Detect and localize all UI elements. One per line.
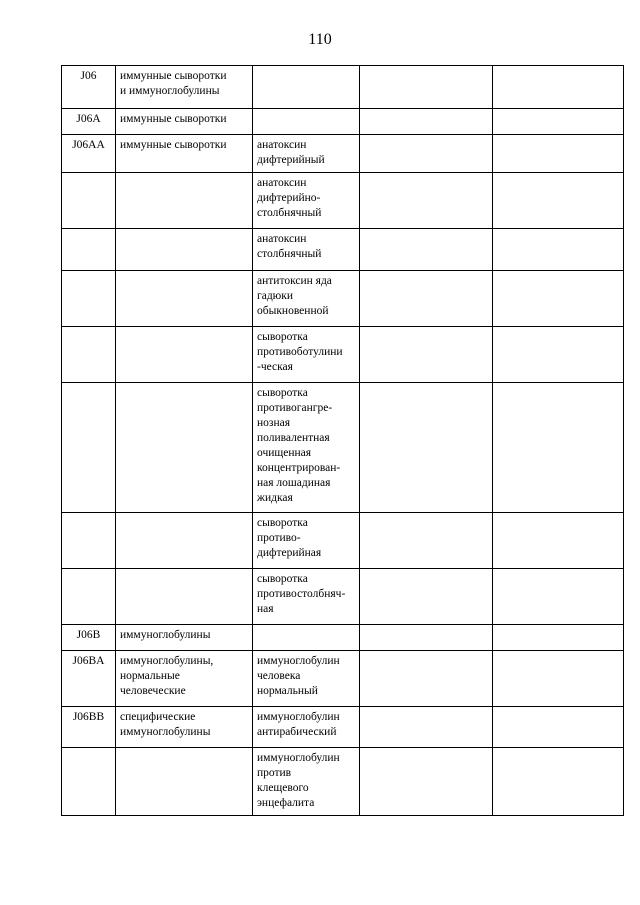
drug-name-cell-line: человека: [257, 670, 301, 682]
atc-group-cell: [116, 569, 253, 625]
drug-name-cell-line: нормальный: [257, 685, 318, 697]
drug-name-cell: [253, 173, 360, 229]
extra-cell: [493, 229, 624, 271]
atc-code-cell: [62, 748, 116, 816]
drug-name-cell-line: против: [257, 767, 292, 779]
drug-name-cell-line: столбнячный: [257, 248, 322, 260]
drug-name-cell-line: нозная: [257, 417, 290, 429]
atc-group-cell-line: и иммуноглобулины: [120, 85, 220, 97]
drug-table: [61, 65, 624, 816]
drug-name-cell-line: противогангре-: [257, 402, 333, 414]
dosage-form-cell: [360, 109, 493, 135]
atc-group-cell: [116, 327, 253, 383]
drug-name-cell: [253, 66, 360, 109]
atc-group-cell: [116, 109, 253, 135]
atc-group-cell: [116, 173, 253, 229]
dosage-form-cell: [360, 66, 493, 109]
atc-group-cell-line: человеческие: [120, 685, 186, 697]
dosage-form-cell: [360, 229, 493, 271]
atc-group-cell-line: иммунные сыворотки: [120, 139, 227, 151]
drug-name-cell: [253, 569, 360, 625]
dosage-form-cell: [360, 135, 493, 173]
atc-code-cell: [62, 513, 116, 569]
table-row: [62, 569, 624, 625]
extra-cell: [493, 66, 624, 109]
atc-group-cell: [116, 513, 253, 569]
drug-name-cell: [253, 748, 360, 816]
table-row: [62, 66, 624, 109]
dosage-form-cell: [360, 625, 493, 651]
atc-code-cell: [62, 327, 116, 383]
extra-cell: [493, 748, 624, 816]
table-row: [62, 651, 624, 707]
drug-name-cell-line: ная: [257, 603, 274, 615]
drug-name-cell-line: антитоксин яда: [257, 275, 332, 287]
drug-name-cell-line: клещевого: [257, 782, 309, 794]
extra-cell: [493, 513, 624, 569]
extra-cell: [493, 707, 624, 748]
drug-name-cell-line: иммуноглобулин: [257, 711, 340, 723]
atc-group-cell-line: иммуноглобулины: [120, 629, 211, 641]
extra-cell: [493, 173, 624, 229]
drug-name-cell-line: жидкая: [257, 492, 293, 504]
table-row: [62, 271, 624, 327]
drug-name-cell-line: обыкновенной: [257, 305, 329, 317]
table-row: [62, 229, 624, 271]
atc-code-cell: J06AA: [62, 135, 116, 173]
atc-code-cell: J06BB: [62, 707, 116, 748]
drug-name-cell-line: противоботулини: [257, 346, 343, 358]
atc-code-cell: J06A: [62, 109, 116, 135]
drug-name-cell: [253, 625, 360, 651]
drug-name-cell: [253, 707, 360, 748]
atc-group-cell: [116, 229, 253, 271]
atc-group-cell-line: специфические: [120, 711, 196, 723]
dosage-form-cell: [360, 271, 493, 327]
table-row: [62, 135, 624, 173]
drug-name-cell-line: сыворотка: [257, 573, 308, 585]
atc-group-cell-line: иммуноглобулины,: [120, 655, 214, 667]
extra-cell: [493, 625, 624, 651]
drug-name-cell-line: -ческая: [257, 361, 293, 373]
table-row: [62, 173, 624, 229]
page-number: 110: [308, 31, 332, 48]
table-body: [62, 66, 624, 816]
drug-name-cell-line: энцефалита: [257, 797, 315, 809]
atc-group-cell: [116, 707, 253, 748]
atc-group-cell: [116, 383, 253, 513]
table-row: [62, 748, 624, 816]
dosage-form-cell: [360, 569, 493, 625]
dosage-form-cell: [360, 327, 493, 383]
atc-group-cell-line: нормальные: [120, 670, 180, 682]
atc-code-cell: [62, 173, 116, 229]
drug-name-cell-line: антирабический: [257, 726, 337, 738]
drug-name-cell-line: очищенная: [257, 447, 312, 459]
table-row: [62, 383, 624, 513]
drug-name-cell-line: поливалентная: [257, 432, 330, 444]
atc-group-cell-line: иммуноглобулины: [120, 726, 211, 738]
drug-name-cell: [253, 513, 360, 569]
drug-name-cell-line: иммуноглобулин: [257, 655, 340, 667]
atc-code-cell: [62, 271, 116, 327]
extra-cell: [493, 135, 624, 173]
atc-group-cell-line: иммунные сыворотки: [120, 113, 227, 125]
drug-name-cell-line: анатоксин: [257, 177, 307, 189]
table-row: [62, 625, 624, 651]
drug-name-cell: [253, 383, 360, 513]
drug-name-cell: [253, 135, 360, 173]
dosage-form-cell: [360, 383, 493, 513]
atc-group-cell: [116, 625, 253, 651]
atc-group-cell: [116, 66, 253, 109]
drug-name-cell: [253, 109, 360, 135]
drug-name-cell-line: сыворотка: [257, 387, 308, 399]
table-row: [62, 707, 624, 748]
drug-name-cell-line: столбнячный: [257, 207, 322, 219]
drug-name-cell: [253, 271, 360, 327]
drug-name-cell-line: дифтерийный: [257, 154, 325, 166]
atc-code-cell: J06: [62, 66, 116, 109]
table-row: [62, 327, 624, 383]
drug-name-cell-line: анатоксин: [257, 139, 307, 151]
dosage-form-cell: [360, 707, 493, 748]
drug-name-cell-line: концентрирован-: [257, 462, 341, 474]
atc-group-cell: [116, 271, 253, 327]
atc-group-cell: [116, 135, 253, 173]
extra-cell: [493, 109, 624, 135]
table-row: [62, 513, 624, 569]
extra-cell: [493, 271, 624, 327]
drug-name-cell-line: анатоксин: [257, 233, 307, 245]
atc-group-cell: [116, 651, 253, 707]
drug-name-cell-line: сыворотка: [257, 517, 308, 529]
drug-name-cell-line: дифтерийная: [257, 547, 322, 559]
drug-name-cell-line: ная лошадиная: [257, 477, 331, 489]
drug-name-cell: [253, 651, 360, 707]
atc-code-cell: [62, 569, 116, 625]
dosage-form-cell: [360, 748, 493, 816]
drug-name-cell-line: сыворотка: [257, 331, 308, 343]
drug-name-cell: [253, 327, 360, 383]
atc-group-cell-line: иммунные сыворотки: [120, 70, 227, 82]
extra-cell: [493, 651, 624, 707]
drug-name-cell-line: дифтерийно-: [257, 192, 321, 204]
atc-group-cell: [116, 748, 253, 816]
atc-code-cell: J06B: [62, 625, 116, 651]
drug-name-cell-line: противо-: [257, 532, 301, 544]
extra-cell: [493, 327, 624, 383]
atc-code-cell: [62, 383, 116, 513]
atc-code-cell: [62, 229, 116, 271]
dosage-form-cell: [360, 651, 493, 707]
drug-name-cell-line: иммуноглобулин: [257, 752, 340, 764]
table-row: [62, 109, 624, 135]
extra-cell: [493, 383, 624, 513]
drug-name-cell-line: противостолбняч-: [257, 588, 346, 600]
drug-name-cell-line: гадюки: [257, 290, 294, 302]
atc-code-cell: J06BA: [62, 651, 116, 707]
dosage-form-cell: [360, 173, 493, 229]
dosage-form-cell: [360, 513, 493, 569]
extra-cell: [493, 569, 624, 625]
drug-name-cell: [253, 229, 360, 271]
